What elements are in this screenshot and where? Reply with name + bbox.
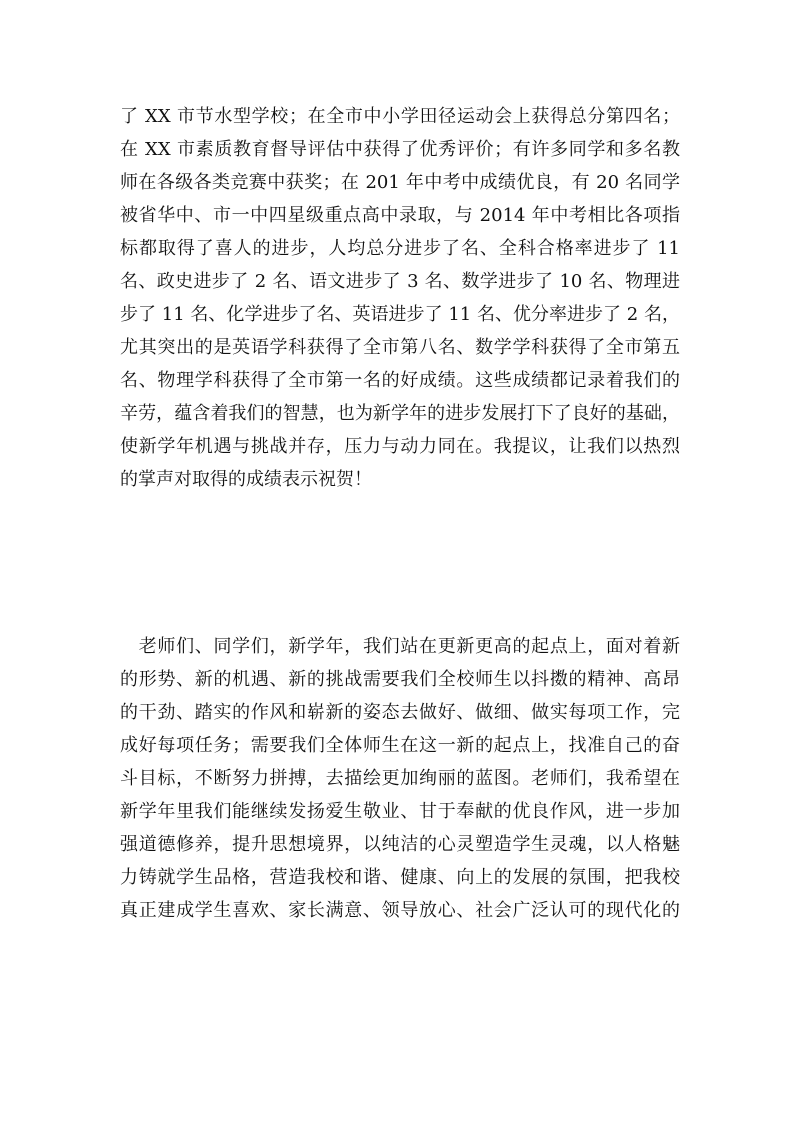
paragraph-line: 真正建成学生喜欢、家长满意、领导放心、社会广泛认可的现代化的	[120, 900, 680, 921]
paragraph-line: 新学年里我们能继续发扬爱生敬业、甘于奉献的优良作风，进一步加	[120, 801, 680, 822]
paragraph-line: 成好每项任务；需要我们全体师生在这一新的起点上，找准自己的奋	[120, 735, 680, 756]
paragraph-line: 强道德修养，提升思想境界，以纯洁的心灵塑造学生灵魂，以人格魅	[120, 834, 680, 855]
paragraph-line: 的掌声对取得的成绩表示祝贺！	[120, 469, 372, 490]
paragraph-line: 了 XX 市节水型学校；在全市中小学田径运动会上获得总分第四名；	[120, 106, 680, 127]
paragraph-line: 在 XX 市素质教育督导评估中获得了优秀评价；有许多同学和多名教	[120, 139, 680, 160]
paragraph-line: 师在各级各类竞赛中获奖；在 201 年中考中成绩优良，有 20 名同学	[120, 172, 680, 193]
paragraph-line: 的干劲、踏实的作风和崭新的姿态去做好、做细、做实每项工作，完	[120, 702, 680, 723]
paragraph-line: 辛劳，蕴含着我们的智慧，也为新学年的进步发展打下了良好的基础，	[120, 403, 680, 424]
paragraph-achievements	[120, 100, 680, 496]
paragraph-line: 标都取得了喜人的进步，人均总分进步了名、全科合格率进步了 11	[120, 238, 680, 259]
paragraph-line: 斗目标，不断努力拼搏，去描绘更加绚丽的蓝图。老师们，我希望在	[120, 768, 680, 789]
paragraph-line: 的形势、新的机遇、新的挑战需要我们全校师生以抖擞的精神、高昂	[120, 669, 680, 690]
paragraph-line: 使新学年机遇与挑战并存，压力与动力同在。我提议，让我们以热烈	[120, 436, 680, 457]
paragraph-line: 名、物理学科获得了全市第一名的好成绩。这些成绩都记录着我们的	[120, 370, 680, 391]
paragraph-line: 老师们、同学们，新学年，我们站在更新更高的起点上，面对着新	[120, 636, 680, 657]
paragraph-line: 名、政史进步了 2 名、语文进步了 3 名、数学进步了 10 名、物理进	[120, 271, 680, 292]
paragraph-line: 尤其突出的是英语学科获得了全市第八名、数学学科获得了全市第五	[120, 337, 680, 358]
paragraph-new-semester	[120, 630, 680, 927]
paragraph-line: 力铸就学生品格，营造我校和谐、健康、向上的发展的氛围，把我校	[120, 867, 680, 888]
paragraph-line: 步了 11 名、化学进步了名、英语进步了 11 名、优分率进步了 2 名，	[120, 304, 680, 325]
paragraph-line: 被省华中、市一中四星级重点高中录取，与 2014 年中考相比各项指	[120, 205, 680, 226]
